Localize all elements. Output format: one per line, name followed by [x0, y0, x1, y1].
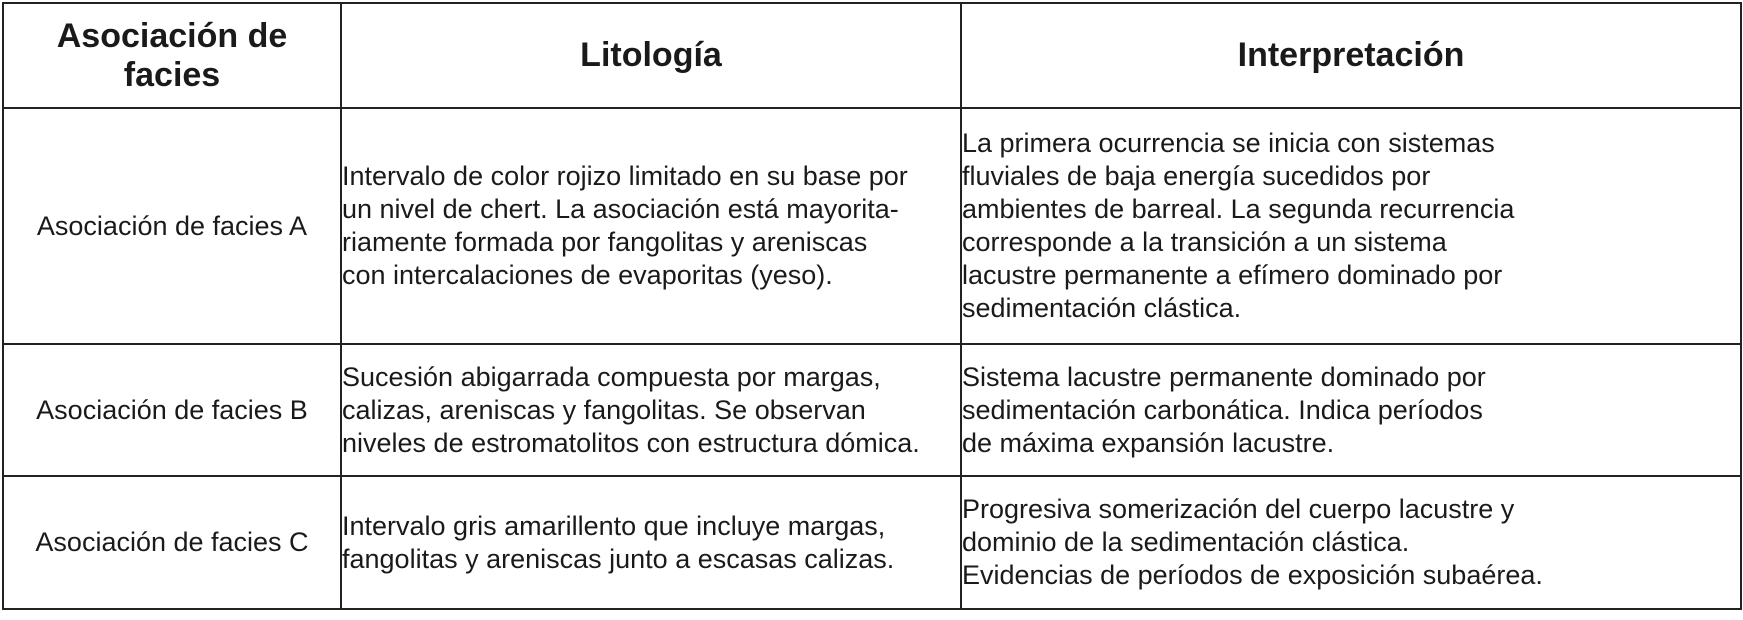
- table-row: [3, 344, 1741, 476]
- facies-name: Asociación de facies A: [3, 108, 341, 344]
- text-line: riamente formada por fangolitas y areniscas: [342, 227, 868, 257]
- interpretacion-cell: [961, 476, 1741, 609]
- litologia-cell: [341, 108, 961, 344]
- table-row: [3, 476, 1741, 609]
- table-row: [3, 108, 1741, 344]
- text-line: corresponde a la transición a un sistema: [962, 227, 1447, 257]
- text-line: Sistema lacustre permanente dominado por: [962, 361, 1486, 392]
- text-line: Intervalo de color rojizo limitado en su base por: [342, 161, 908, 191]
- litologia-cell: [341, 476, 961, 609]
- header-row: [3, 3, 1741, 108]
- header-litologia: Litología: [341, 3, 961, 108]
- text-line: ambientes de barreal. La segunda recurrencia: [962, 194, 1515, 224]
- facies-name: Asociación de facies C: [3, 476, 341, 609]
- text-line: lacustre permanente a efímero dominado por: [962, 260, 1503, 290]
- litologia-cell: [341, 344, 961, 476]
- facies-name: Asociación de facies B: [3, 344, 341, 476]
- text-line: La primera ocurrencia se inicia con sistemas: [962, 128, 1495, 158]
- text-line: fangolitas y areniscas junto a escasas calizas.: [342, 543, 895, 574]
- text-line: calizas, areniscas y fangolitas. Se observan: [342, 394, 866, 425]
- text-line: sedimentación carbonática. Indica períodos: [962, 394, 1483, 425]
- text-line: fluviales de baja energía sucedidos por: [962, 161, 1431, 191]
- text-line: Evidencias de períodos de exposición subaérea.: [962, 560, 1543, 590]
- text-line: un nivel de chert. La asociación está mayorita-: [342, 194, 899, 224]
- header-facies: Asociación de facies: [3, 3, 341, 108]
- text-line: con intercalaciones de evaporitas (yeso).: [342, 260, 833, 290]
- header-interpretacion: Interpretación: [961, 3, 1741, 108]
- interpretacion-cell: [961, 344, 1741, 476]
- text-line: niveles de estromatolitos con estructura dómica.: [342, 427, 920, 458]
- text-line: de máxima expansión lacustre.: [962, 427, 1335, 458]
- text-line: Intervalo gris amarillento que incluye margas,: [342, 510, 886, 541]
- interpretacion-cell: [961, 108, 1741, 344]
- text-line: Progresiva somerización del cuerpo lacustre y: [962, 494, 1515, 524]
- text-line: dominio de la sedimentación clástica.: [962, 527, 1410, 557]
- facies-table: [2, 2, 1742, 610]
- text-line: Sucesión abigarrada compuesta por margas,: [342, 361, 881, 392]
- text-line: sedimentación clástica.: [962, 293, 1242, 323]
